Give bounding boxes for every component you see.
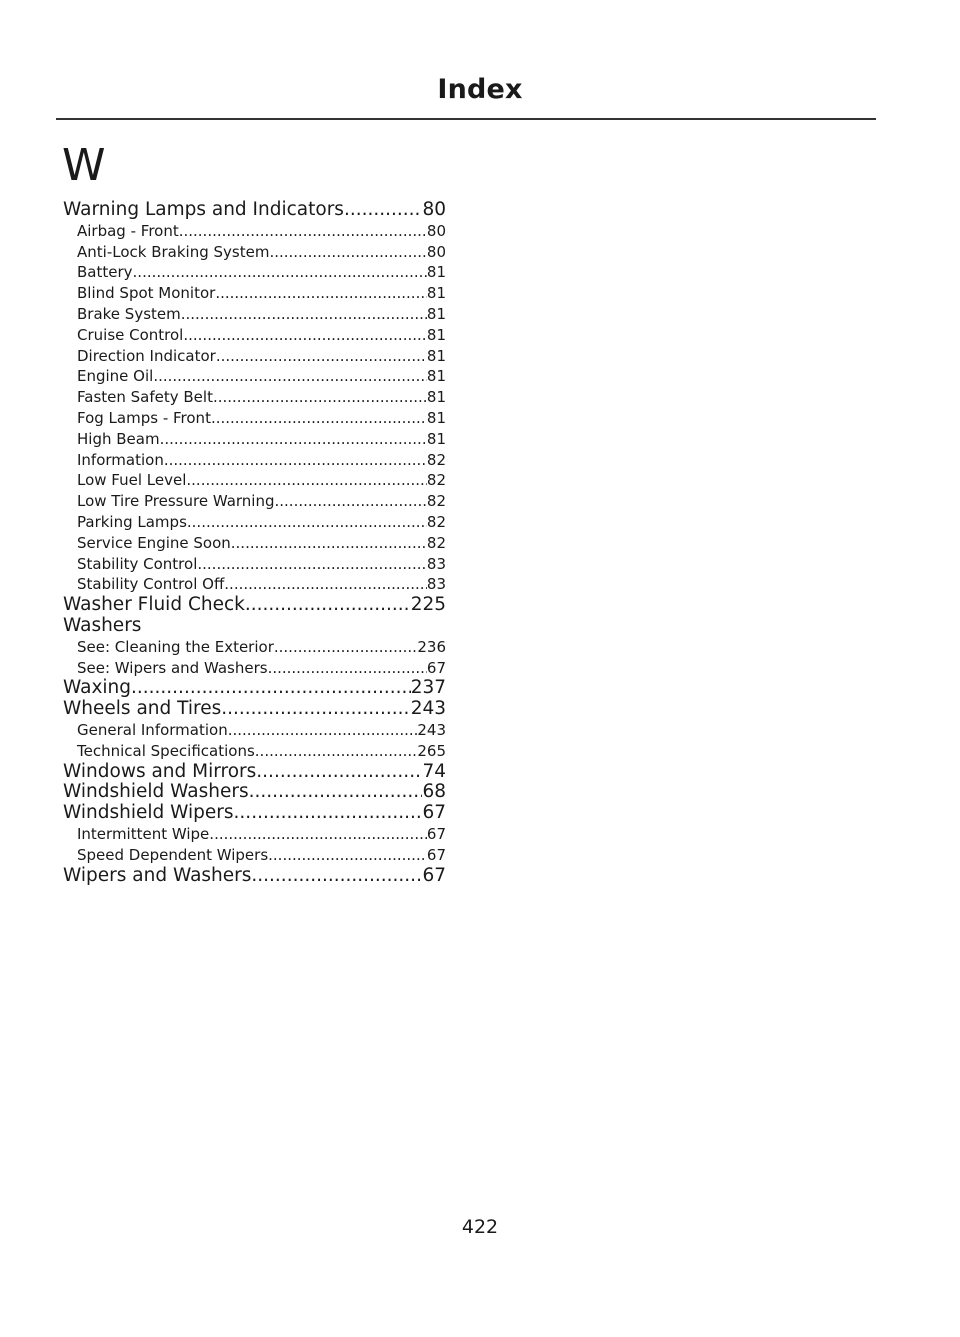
entry-page-number: 74 (422, 761, 446, 782)
entry-label: Cruise Control (77, 325, 184, 344)
entry-page-number: 67 (426, 845, 446, 864)
dot-leader (160, 429, 427, 450)
page-title: Index (437, 74, 523, 105)
entry-label: Parking Lamps (77, 512, 187, 531)
entry-page-number: 243 (410, 699, 446, 720)
entry-page-number: 82 (426, 471, 446, 490)
index-subentry (63, 824, 446, 845)
index-subentry (63, 366, 446, 387)
index-subentry (63, 262, 446, 283)
entry-page-number: 82 (426, 492, 446, 511)
index-subentry (63, 637, 446, 658)
entry-label: Washers (63, 615, 142, 636)
entry-label: High Beam (77, 429, 160, 448)
entry-page-number: 67 (422, 803, 446, 824)
entry-page-number: 83 (426, 554, 446, 573)
entry-page-number: 82 (426, 533, 446, 552)
entry-label: Intermittent Wipe (77, 824, 210, 843)
index-entry (63, 200, 446, 221)
entry-label: Wheels and Tires (63, 699, 222, 720)
index-subentry (63, 741, 446, 762)
entry-page-number: 237 (410, 678, 446, 699)
index-subentry (63, 574, 446, 595)
dot-leader (221, 699, 410, 720)
entry-page-number: 83 (426, 575, 446, 594)
index-subentry (63, 242, 446, 263)
entry-page-number: 243 (417, 720, 446, 739)
entry-label: Blind Spot Monitor (77, 284, 216, 303)
dot-leader (269, 242, 426, 263)
entry-page-number: 82 (426, 512, 446, 531)
entry-label: Windows and Mirrors (63, 761, 257, 782)
dot-leader (181, 304, 427, 325)
dot-leader (215, 283, 427, 304)
entry-label: Low Tire Pressure Warning (77, 492, 275, 511)
entry-label: Waxing (63, 678, 132, 699)
entry-label: Windshield Wipers (63, 803, 234, 824)
entry-label: Service Engine Soon (77, 533, 231, 552)
entry-label: Direction Indicator (77, 346, 216, 365)
index-entry (63, 803, 446, 824)
entry-label: Information (77, 450, 164, 469)
entry-label: Airbag - Front (77, 221, 179, 240)
dot-leader (179, 221, 427, 242)
dot-leader (197, 554, 427, 575)
index-subentry (63, 845, 446, 866)
dot-leader (249, 782, 423, 803)
index-entry (63, 782, 446, 803)
entry-label: Stability Control (77, 554, 198, 573)
header-divider (56, 118, 876, 120)
dot-leader (255, 741, 418, 762)
index-entry (63, 762, 446, 783)
dot-leader (216, 346, 427, 367)
dot-leader (211, 408, 427, 429)
entry-label: Wipers and Washers (63, 865, 252, 886)
entry-page-number: 265 (417, 741, 446, 760)
index-subentry (63, 533, 446, 554)
index-subentry (63, 512, 446, 533)
dot-leader (234, 803, 423, 824)
entry-page-number: 80 (426, 242, 446, 261)
index-subentry (63, 346, 446, 367)
entry-label: Low Fuel Level (77, 471, 187, 490)
entry-page-number: 81 (426, 367, 446, 386)
entry-page-number: 81 (426, 284, 446, 303)
dot-leader (213, 387, 427, 408)
dot-leader (251, 866, 422, 887)
index-subentry (63, 221, 446, 242)
dot-leader (133, 262, 427, 283)
entry-page-number: 81 (426, 325, 446, 344)
index-entry (63, 866, 446, 887)
dot-leader (131, 678, 411, 699)
index-entry (63, 616, 446, 637)
entry-label: Stability Control Off (77, 575, 225, 594)
index-subentry (63, 387, 446, 408)
entry-page-number: 82 (426, 450, 446, 469)
entry-label: Battery (77, 263, 133, 282)
index-subentry (63, 283, 446, 304)
index-subentry (63, 470, 446, 491)
dot-leader (268, 845, 427, 866)
entry-label: Brake System (77, 304, 181, 323)
entry-page-number: 80 (422, 200, 446, 220)
dot-leader (274, 637, 417, 658)
dot-leader (344, 200, 423, 221)
entry-page-number: 67 (422, 865, 446, 886)
dot-leader (183, 325, 427, 346)
index-entry-list (63, 200, 446, 886)
entry-page-number: 81 (426, 429, 446, 448)
entry-label: Speed Dependent Wipers (77, 845, 269, 864)
entry-page-number: 67 (426, 658, 446, 677)
entry-page-number: 225 (410, 595, 446, 616)
index-subentry (63, 450, 446, 471)
dot-leader (153, 366, 427, 387)
index-subentry (63, 325, 446, 346)
entry-page-number: 81 (426, 304, 446, 323)
page-number: 422 (461, 1216, 499, 1238)
dot-leader (256, 762, 422, 783)
entry-page-number: 81 (426, 408, 446, 427)
dot-leader (187, 512, 427, 533)
dot-leader (224, 574, 427, 595)
entry-label: Windshield Washers (63, 782, 249, 803)
dot-leader (209, 824, 427, 845)
entry-label: See: Wipers and Washers (77, 658, 268, 677)
entry-label: Engine Oil (77, 367, 154, 386)
dot-leader (245, 595, 411, 616)
index-subentry (63, 658, 446, 679)
index-entry (63, 699, 446, 720)
entry-label: General Information (77, 720, 228, 739)
entry-label: Warning Lamps and Indicators (63, 200, 344, 220)
entry-page-number: 68 (422, 782, 446, 803)
entry-label: Washer Fluid Check (63, 595, 245, 616)
entry-label: Fasten Safety Belt (77, 388, 213, 407)
dot-leader (231, 533, 427, 554)
dot-leader (275, 491, 427, 512)
entry-page-number: 81 (426, 263, 446, 282)
entry-page-number: 236 (417, 637, 446, 656)
dot-leader (268, 658, 427, 679)
dot-leader (164, 450, 427, 471)
dot-leader (228, 720, 418, 741)
section-letter: W (62, 140, 106, 191)
entry-label: Technical Specifications (77, 741, 255, 760)
index-subentry (63, 720, 446, 741)
index-subentry (63, 304, 446, 325)
entry-page-number: 80 (426, 221, 446, 240)
index-subentry (63, 408, 446, 429)
index-entry (63, 678, 446, 699)
index-subentry (63, 554, 446, 575)
entry-page-number: 81 (426, 388, 446, 407)
entry-label: Fog Lamps - Front (77, 408, 211, 427)
dot-leader (186, 470, 427, 491)
entry-page-number: 67 (426, 824, 446, 843)
entry-label: See: Cleaning the Exterior (77, 637, 274, 656)
index-subentry (63, 429, 446, 450)
index-entry (63, 595, 446, 616)
entry-page-number: 81 (426, 346, 446, 365)
index-subentry (63, 491, 446, 512)
entry-label: Anti-Lock Braking System (77, 242, 270, 261)
